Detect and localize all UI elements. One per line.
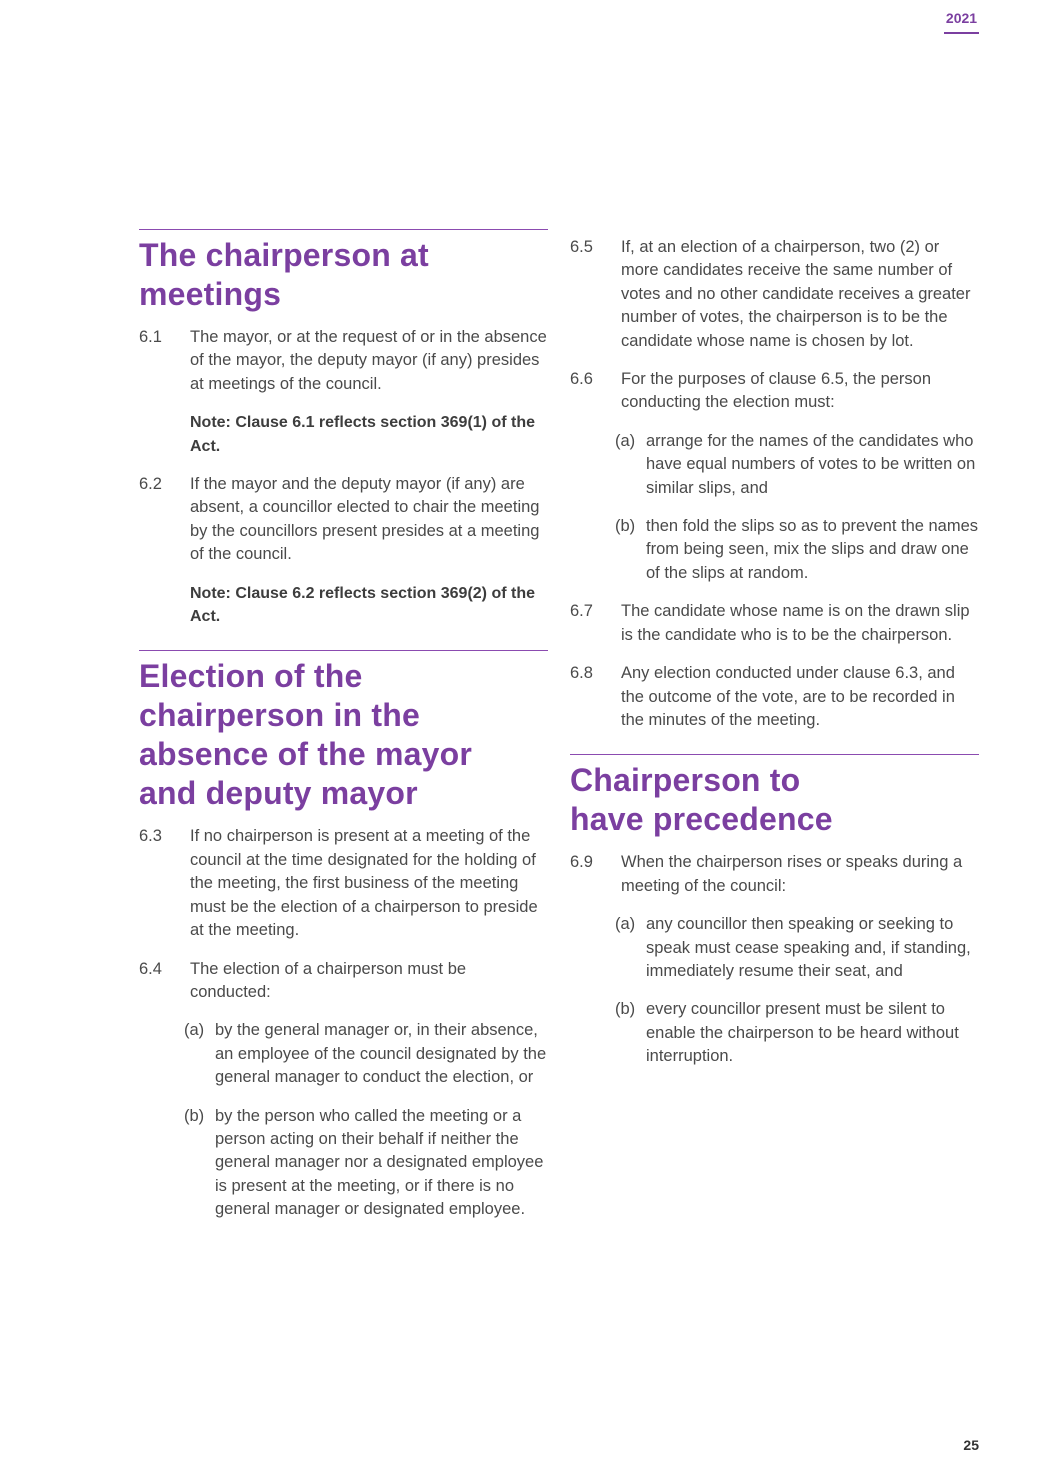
subclause-label: (a) xyxy=(184,1021,205,1040)
clause-6-2 xyxy=(139,473,548,567)
clause-number: 6.7 xyxy=(570,602,593,621)
right-column xyxy=(570,236,979,1091)
clause-text: The candidate whose name is on the drawn slip is the candidate who is to be the chairperson. xyxy=(621,602,970,644)
clause-6-9 xyxy=(570,851,979,898)
clause-number: 6.2 xyxy=(139,475,162,494)
clause-text: If the mayor and the deputy mayor (if any) are absent, a councillor elected to chair the meeting by the councillors present presides at a meeting of the council. xyxy=(190,475,540,564)
subclause-label: (a) xyxy=(615,431,636,450)
subclause-6-4-a xyxy=(184,1019,548,1089)
subclause-label: (b) xyxy=(615,1000,636,1019)
clause-text: If no chairperson is present at a meeting of the council at the time designated for the holding of the meeting, the first business of the meeting must be the election of a chairperson to preside at the meeting. xyxy=(190,827,538,940)
subclause-text: then fold the slips so as to prevent the names from being seen, mix the slips and draw one of the slips at random. xyxy=(646,517,979,582)
subclause-6-9-b xyxy=(615,998,979,1068)
section-election-of-chairperson xyxy=(139,650,548,1221)
subclause-text: every councillor present must be silent to enable the chairperson to be heard without interruption. xyxy=(646,1000,959,1066)
clause-number: 6.8 xyxy=(570,664,593,683)
clause-6-6 xyxy=(570,368,979,415)
section-chairperson-precedence xyxy=(570,754,979,1068)
clause-text: For the purposes of clause 6.5, the person conducting the election must: xyxy=(621,370,932,412)
clause-text: Any election conducted under clause 6.3, and the outcome of the vote, are to be recorded in the minutes of the meeting. xyxy=(621,664,955,729)
clause-text: When the chairperson rises or speaks during a meeting of the council: xyxy=(621,853,963,895)
clause-6-1 xyxy=(139,326,548,396)
year-label: 2021 xyxy=(944,10,979,34)
clause-6-4 xyxy=(139,958,548,1005)
subclause-label: (a) xyxy=(615,915,636,934)
clause-6-3 xyxy=(139,825,548,942)
clause-text: The election of a chairperson must be conducted: xyxy=(190,959,467,1001)
section-chairperson-at-meetings xyxy=(139,229,548,628)
subclause-6-4-b xyxy=(184,1105,548,1222)
clause-number: 6.4 xyxy=(139,959,162,978)
clause-number: 6.9 xyxy=(570,853,593,872)
subclause-text: by the person who called the meeting or a person acting on their behalf if neither the general manager nor a designated employee is present at the meeting, or if there is no general manager or designated employee. xyxy=(215,1106,544,1219)
clause-note: Note: Clause 6.2 reflects section 369(2) of the Act. xyxy=(190,584,535,626)
clause-text: If, at an election of a chairperson, two (2) or more candidates receive the same number of votes and no other candidate receives a greater number of votes, the chairperson is to be the candidate whose name is chosen by lot. xyxy=(621,238,971,350)
clause-6-7 xyxy=(570,600,979,647)
clause-number: 6.6 xyxy=(570,370,593,389)
subclause-6-6-b xyxy=(615,515,979,585)
subclause-text: arrange for the names of the candidates who have equal numbers of votes to be written on similar slips, and xyxy=(646,431,976,497)
clause-note: Note: Clause 6.1 reflects section 369(1) of the Act. xyxy=(190,414,535,455)
clause-text: The mayor, or at the request of or in the absence of the mayor, the deputy mayor (if any) presides at meetings of the council. xyxy=(190,328,547,393)
clause-number: 6.5 xyxy=(570,238,593,256)
subclause-6-9-a xyxy=(615,913,979,983)
subclause-text: by the general manager or, in their absence, an employee of the council designated by the general manager to conduct the election, or xyxy=(215,1021,547,1087)
clause-6-5 xyxy=(570,236,979,353)
subclause-label: (b) xyxy=(184,1106,205,1125)
subclause-text: any councillor then speaking or seeking to speak must cease speaking and, if standing, immediately resume their seat, and xyxy=(646,915,971,980)
clause-number: 6.1 xyxy=(139,328,162,346)
section-heading: The chairperson at meetings xyxy=(139,237,429,312)
section-heading: Election of the chairperson in the absence of the mayor and deputy mayor xyxy=(139,658,472,812)
page-number: 25 xyxy=(963,1437,979,1453)
clause-6-8 xyxy=(570,662,979,732)
section-heading: Chairperson to have precedence xyxy=(570,762,833,838)
left-column xyxy=(139,229,548,1244)
subclause-label: (b) xyxy=(615,517,636,536)
clause-number: 6.3 xyxy=(139,827,162,846)
subclause-6-6-a xyxy=(615,430,979,500)
